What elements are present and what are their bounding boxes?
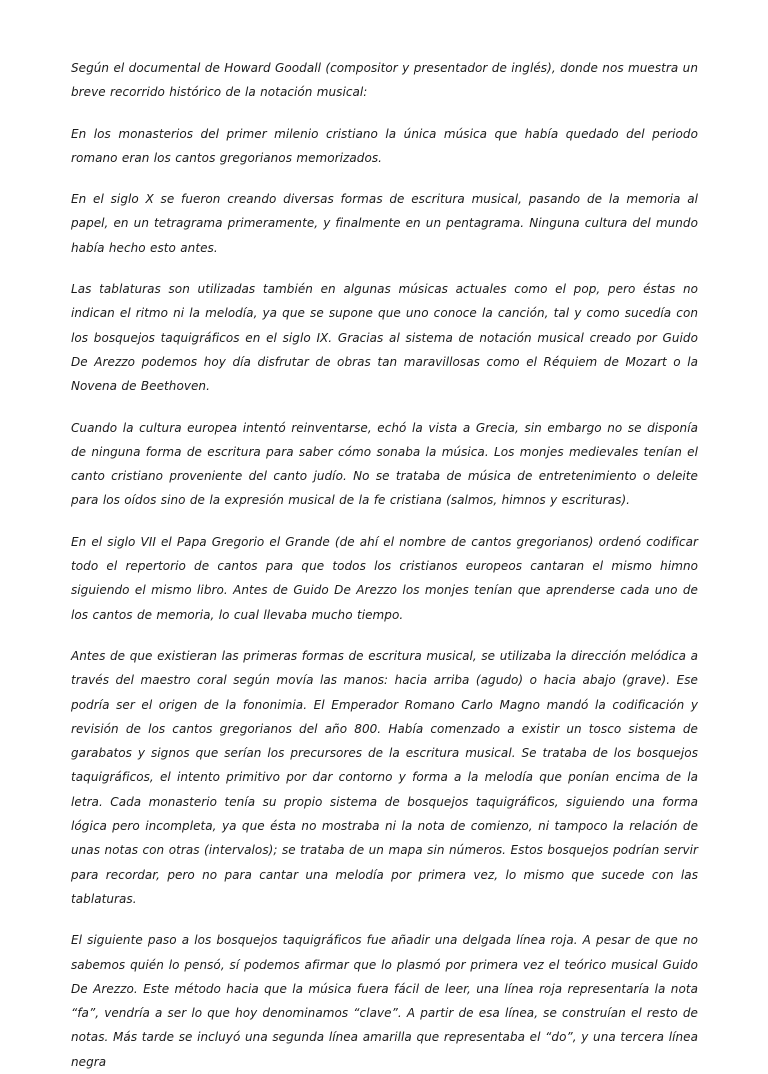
paragraph-3: En el siglo X se fueron creando diversas formas de escritura musical, pasando de la memoria al papel, en un tetragrama primeramente, y finalmente en un pentagrama. Ninguna cultura del mundo había hecho esto antes. bbox=[71, 192, 698, 255]
paragraph-5: Cuando la cultura europea intentó reinventarse, echó la vista a Grecia, sin embargo no se disponía de ninguna forma de escritura para saber cómo sonaba la música. Los monjes medievales tenían el canto cristiano proveniente del canto judío. No se trataba de música de entretenimiento o deleite para los oídos sino de la expresión musical de la fe cristiana (salmos, himnos y escrituras). bbox=[71, 420, 698, 508]
paragraph-8: El siguiente paso a los bosquejos taquigráficos fue añadir una delgada línea roja. A pesar de que no sabemos quién lo pensó, sí podemos afirmar que lo plasmó por primera vez el teórico musical Guido De Arezzo. Este método hacia que la música fuera fácil de leer, una línea roja representaría la nota “fa”, vendría a ser lo que hoy denominamos “clave”. A partir de esa línea, se construían el resto de notas. Más tarde se incluyó una segunda línea amarilla que representaba el “do”, y una tercera línea negra bbox=[71, 933, 698, 1069]
paragraph-6: En el siglo VII el Papa Gregorio el Grande (de ahí el nombre de cantos gregorianos) ordenó codificar todo el repertorio de cantos para que todos los cristianos europeos cantaran el mismo himno siguiendo el mismo libro. Antes de Guido De Arezzo los monjes tenían que aprenderse cada uno de los cantos de memoria, lo cual llevaba mucho tiempo. bbox=[71, 534, 698, 622]
paragraph-1: Según el documental de Howard Goodall (compositor y presentador de inglés), donde nos muestra un breve recorrido histórico de la notación musical: bbox=[71, 61, 698, 100]
paragraph-4: Las tablaturas son utilizadas también en algunas músicas actuales como el pop, pero éstas no indican el ritmo ni la melodía, ya que se supone que uno conoce la canción, tal y como sucedía con los bosquejos taquigráficos en el siglo IX. Gracias al sistema de notación musical creado por Guido De Arezzo podemos hoy día disfrutar de obras tan maravillosas como el Réquiem de Mozart o la Novena de Beethoven. bbox=[71, 282, 698, 394]
paragraph-2: En los monasterios del primer milenio cristiano la única música que había quedado del periodo romano eran los cantos gregorianos memorizados. bbox=[71, 126, 698, 165]
paragraph-7: Antes de que existieran las primeras formas de escritura musical, se utilizaba la dirección melódica a través del maestro coral según movía las manos: hacia arriba (agudo) o hacia abajo (grave). Ese podría ser el origen de la fononimia. El Emperador Romano Carlo Magno mandó la codificación y revisión de los cantos gregorianos del año 800. Había comenzado a existir un tosco sistema de garabatos y signos que serían los precursores de la escritura musical. Se trataba de los bosquejos taquigráficos, el intento primitivo por dar contorno y forma a la melodía que ponían encima de la letra. Cada monasterio tenía su propio sistema de bosquejos taquigráficos, siguiendo una forma lógica pero incompleta, ya que ésta no mostraba ni la nota de comienzo, ni tampoco la relación de unas notas con otras (intervalos); se trataba de un mapa sin números. Estos bosquejos podrían servir para recordar, pero no para cantar una melodía por primera vez, lo mismo que sucede con las tablaturas. bbox=[71, 648, 698, 906]
